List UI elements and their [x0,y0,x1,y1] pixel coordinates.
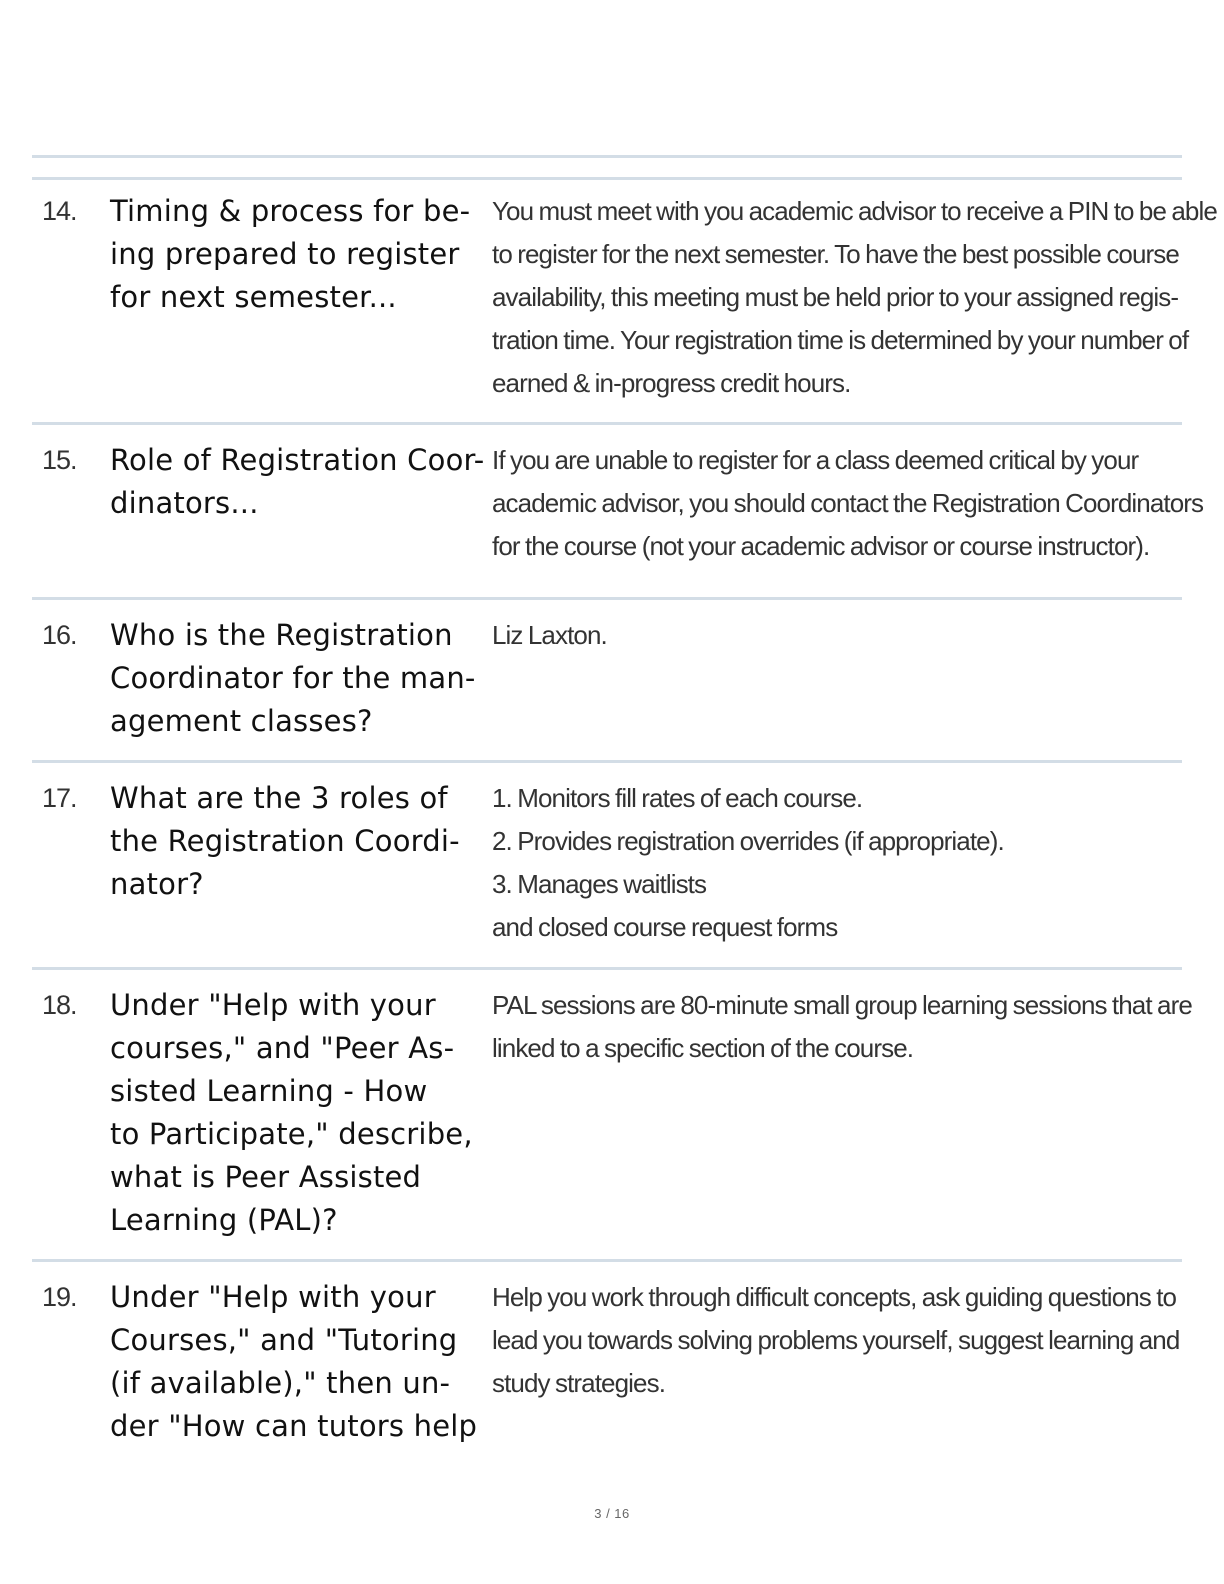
answer-line: PAL sessions are 80-minute small group learning sessions that are [492,990,1192,1020]
answer-line: 1. Monitors fill rates of each course. [492,783,863,813]
answer-line: Help you work through difficult concepts, ask guiding questions to [492,1282,1177,1312]
question-text: Under "Help with your courses," and "Peer As- sisted Learning - How to Participate," describe, what is Peer Assisted Learning (PAL)? [110,988,473,1237]
answer-line: to register for the next semester. To have the best possible course [492,239,1179,269]
answer-text [492,984,1192,1070]
page-number: 3 / 16 [594,1506,630,1521]
question-text: Under "Help with your Courses," and "Tutoring (if available)," then un- der "How can tutors help [110,1280,478,1443]
answer-line: You must meet with you academic advisor to receive a PIN to be able [492,196,1217,226]
answer-line: linked to a specific section of the course. [492,1033,914,1063]
qa-row [32,777,1182,970]
qa-row [32,439,1204,600]
answer-text [492,439,1203,568]
answer-text [492,777,1182,949]
answer-line: availability, this meeting must be held prior to your assigned regis- [492,282,1179,312]
question-text: Who is the Registration Coordinator for the man- agement classes? [110,618,476,738]
item-number: 19. [42,1282,77,1312]
answer-line: 3. Manages waitlists [492,869,707,899]
answer-line: and closed course request forms [492,912,838,942]
question-text: Role of Registration Coor- dinators... [110,443,485,520]
answer-line: 2. Provides registration overrides (if appropriate). [492,826,1004,856]
answer-line: If you are unable to register for a class deemed critical by your [492,445,1139,475]
item-number: 17. [42,783,77,813]
question-text: What are the 3 roles of the Registration Coordi- nator? [110,781,460,901]
header-divider-bottom [32,177,1182,180]
question-text: Timing & process for be- ing prepared to register for next semester... [110,194,471,314]
qa-row [32,614,1182,763]
item-number: 14. [42,196,77,226]
qa-row [32,984,1192,1262]
answer-line: Liz Laxton. [492,620,607,650]
answer-line: lead you towards solving problems yourself, suggest learning and [492,1325,1180,1355]
answer-text [492,1276,1182,1405]
qa-row [32,190,1217,425]
answer-text [492,614,1182,657]
item-number: 15. [42,445,77,475]
answer-text [492,190,1217,405]
item-number: 16. [42,620,77,650]
answer-line: tration time. Your registration time is determined by your number of [492,325,1189,355]
answer-line: study strategies. [492,1368,666,1398]
qa-row [32,1276,1182,1456]
answer-line: for the course (not your academic advisor or course instructor). [492,531,1150,561]
answer-line: academic advisor, you should contact the Registration Coordinators [492,488,1204,518]
item-number: 18. [42,990,77,1020]
qa-table [32,190,1217,1456]
answer-line: earned & in-progress credit hours. [492,368,851,398]
header-divider-top [32,155,1182,158]
